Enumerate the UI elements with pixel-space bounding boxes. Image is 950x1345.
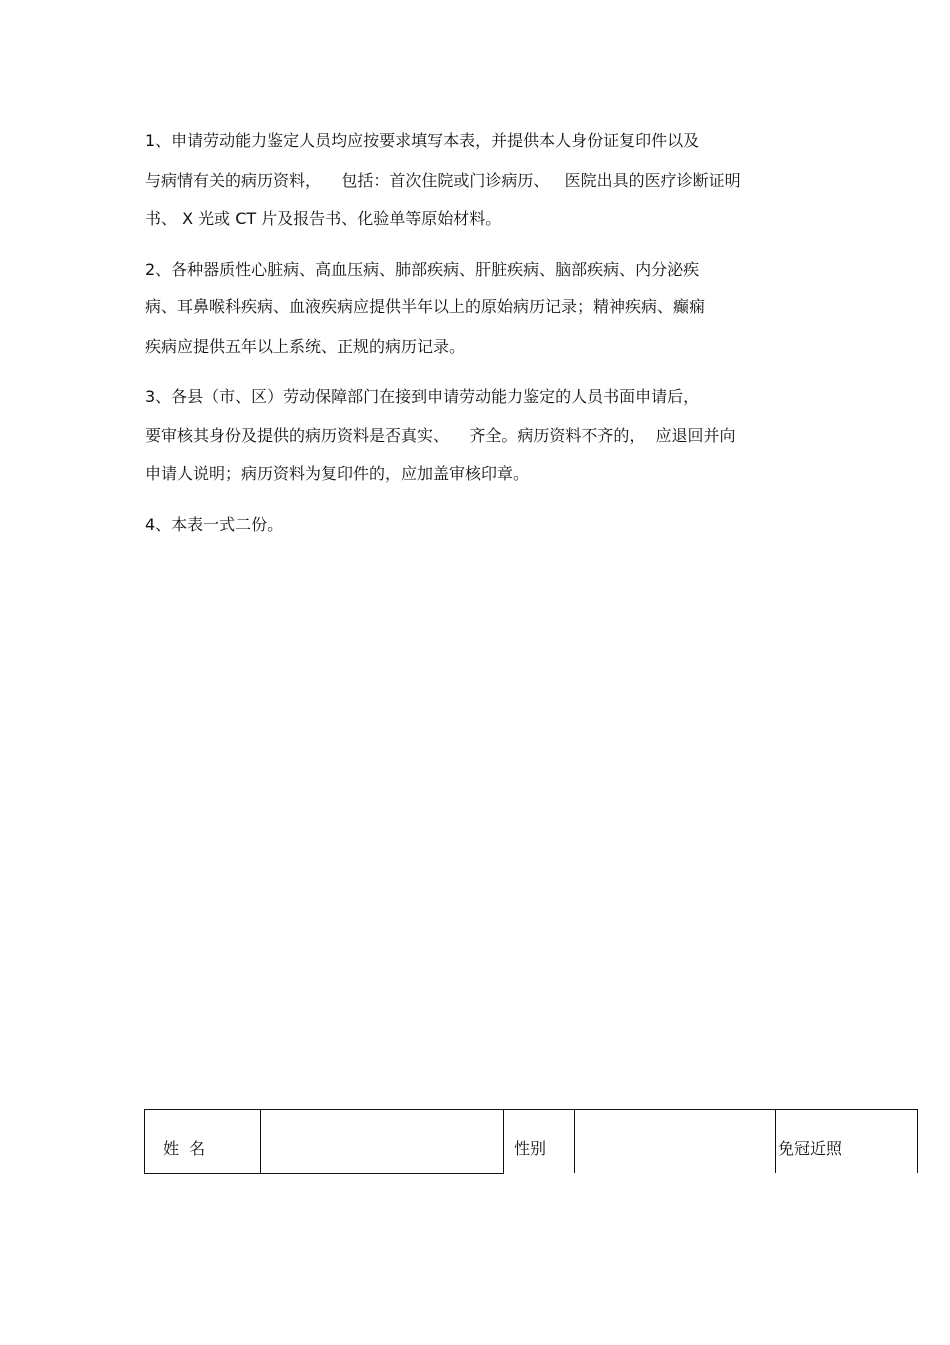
gender-field[interactable] bbox=[576, 1111, 774, 1172]
instruction-1-line-2: 与病情有关的病历资料， 包括：首次住院或门诊病历、 医院出具的医疗诊断证明 bbox=[145, 171, 741, 190]
instruction-2-line-2: 病、耳鼻喉科疾病、血液疾病应提供半年以上的原始病历记录；精神疾病、癫痫 bbox=[145, 297, 706, 316]
instruction-1-line-3: 书、 X 光或 CT 片及报告书、化验单等原始材料。 bbox=[145, 209, 502, 228]
instruction-3-line-2: 要审核其身份及提供的病历资料是否真实、 齐全。病历资料不齐的， 应退回并向 bbox=[145, 426, 736, 445]
instruction-4-line-1: 4、本表一式二份。 bbox=[145, 515, 284, 534]
gender-label: 性别 bbox=[514, 1139, 547, 1158]
table-right-border bbox=[917, 1109, 918, 1173]
table-divider-1 bbox=[260, 1109, 261, 1173]
instruction-3-line-3: 申请人说明；病历资料为复印件的，应加盖审核印章。 bbox=[145, 464, 530, 483]
photo-label: 免冠近照 bbox=[778, 1139, 843, 1158]
table-divider-2 bbox=[503, 1109, 504, 1173]
instruction-3-line-1: 3、各县（市、区）劳动保障部门在接到申请劳动能力鉴定的人员书面申请后， bbox=[145, 387, 700, 406]
name-label: 姓 名 bbox=[163, 1139, 206, 1158]
instruction-1-line-1: 1、申请劳动能力鉴定人员均应按要求填写本表，并提供本人身份证复印件以及 bbox=[145, 131, 700, 150]
instruction-2-line-1: 2、各种器质性心脏病、高血压病、肺部疾病、肝脏疾病、脑部疾病、内分泌疾 bbox=[145, 260, 700, 279]
table-left-border bbox=[144, 1109, 145, 1173]
table-name-bottom-border bbox=[144, 1173, 504, 1174]
table-divider-4 bbox=[775, 1109, 776, 1173]
table-divider-3 bbox=[574, 1109, 575, 1173]
name-field[interactable] bbox=[262, 1111, 502, 1172]
instruction-2-line-3: 疾病应提供五年以上系统、正规的病历记录。 bbox=[145, 337, 466, 356]
